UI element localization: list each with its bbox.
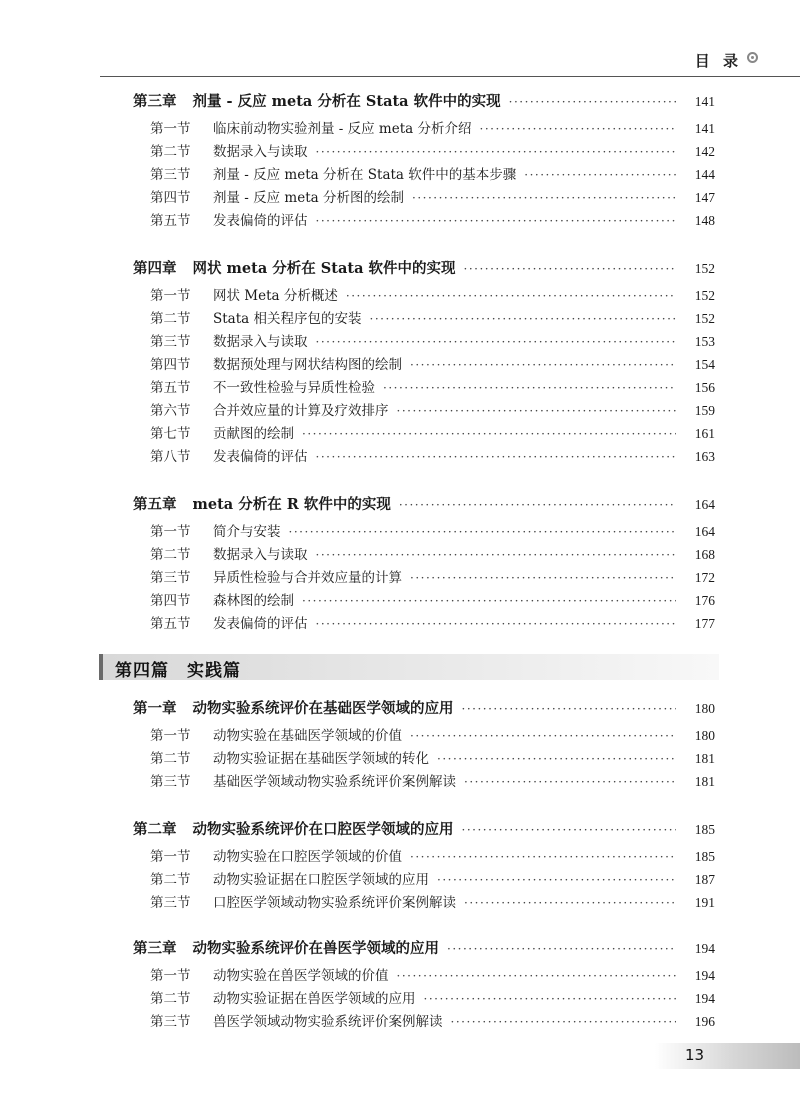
toc-section-entry[interactable] — [150, 401, 714, 421]
toc-section-entry[interactable] — [150, 568, 714, 588]
entry-page-number: 164 — [694, 524, 715, 539]
toc-section-entry[interactable] — [150, 165, 714, 185]
dot-leader — [289, 522, 677, 542]
dot-leader — [316, 614, 677, 634]
entry-page-number: 144 — [694, 167, 715, 182]
section-title: 基础医学领域动物实验系统评价案例解读 — [213, 774, 456, 790]
toc-section-entry[interactable] — [150, 119, 714, 139]
dot-leader — [464, 772, 676, 792]
dot-leader — [410, 568, 676, 588]
toc-chapter-entry[interactable] — [133, 259, 714, 279]
section-number: 第四节 — [150, 357, 191, 373]
section-number: 第一节 — [150, 121, 191, 137]
chapter-title: 剂量 - 反应 meta 分析在 Stata 软件中的实现 — [192, 93, 501, 110]
section-title: 动物实验在基础医学领域的价值 — [213, 728, 402, 744]
section-number: 第二节 — [150, 751, 191, 767]
dot-leader — [480, 119, 677, 139]
entry-page-number: 141 — [694, 94, 715, 109]
toc-section-entry[interactable] — [150, 893, 714, 913]
toc-chapter-entry[interactable] — [133, 939, 714, 959]
section-number: 第五节 — [150, 380, 191, 396]
entry-page-number: 161 — [694, 426, 715, 441]
dot-leader — [316, 332, 677, 352]
dot-leader — [316, 545, 677, 565]
section-title: 数据录入与读取 — [213, 144, 308, 160]
dot-leader — [437, 749, 676, 769]
toc-section-entry[interactable] — [150, 749, 714, 769]
section-number: 第一节 — [150, 524, 191, 540]
section-title: 口腔医学领域动物实验系统评价案例解读 — [213, 895, 456, 911]
dot-leader — [437, 870, 676, 890]
section-number: 第一节 — [150, 849, 191, 865]
section-title: 不一致性检验与异质性检验 — [213, 380, 375, 396]
section-title: 发表偏倚的评估 — [213, 616, 308, 632]
section-title: Stata 相关程序包的安装 — [213, 311, 362, 327]
section-title: 动物实验在口腔医学领域的价值 — [213, 849, 402, 865]
dot-leader — [316, 142, 677, 162]
entry-page-number: 185 — [694, 849, 715, 864]
section-number: 第二节 — [150, 547, 191, 563]
section-number: 第二节 — [150, 991, 191, 1007]
dot-leader — [399, 495, 676, 515]
section-number: 第三节 — [150, 570, 191, 586]
entry-page-number: 152 — [694, 311, 715, 326]
section-number: 第一节 — [150, 288, 191, 304]
toc-section-entry[interactable] — [150, 591, 714, 611]
toc-section-entry[interactable] — [150, 772, 714, 792]
toc-section-entry[interactable] — [150, 870, 714, 890]
dot-leader — [397, 966, 677, 986]
chapter-title: 动物实验系统评价在兽医学领域的应用 — [192, 940, 439, 957]
section-title: 临床前动物实验剂量 - 反应 meta 分析介绍 — [213, 121, 472, 137]
toc-section-entry[interactable] — [150, 188, 714, 208]
section-title: 发表偏倚的评估 — [213, 213, 308, 229]
section-title: 数据预处理与网状结构图的绘制 — [213, 357, 402, 373]
toc-section-entry[interactable] — [150, 142, 714, 162]
footer-page-tab — [655, 1043, 800, 1069]
toc-chapter-entry[interactable] — [133, 495, 714, 515]
toc-section-entry[interactable] — [150, 378, 714, 398]
running-header-title: 目 录 — [694, 52, 742, 70]
dot-leader — [410, 355, 676, 375]
page-number: 13 — [685, 1046, 705, 1064]
entry-page-number: 181 — [694, 774, 715, 789]
section-title: 动物实验证据在口腔医学领域的应用 — [213, 872, 429, 888]
toc-chapter-entry[interactable] — [133, 92, 714, 112]
toc-chapter-entry[interactable] — [133, 699, 714, 719]
entry-page-number: 194 — [694, 968, 715, 983]
section-number: 第六节 — [150, 403, 191, 419]
toc-section-entry[interactable] — [150, 522, 714, 542]
section-number: 第一节 — [150, 728, 191, 744]
chapter-title: meta 分析在 R 软件中的实现 — [192, 496, 391, 513]
entry-page-number: 163 — [694, 449, 715, 464]
section-title: 发表偏倚的评估 — [213, 449, 308, 465]
dot-leader — [370, 309, 677, 329]
dot-leader — [412, 188, 676, 208]
section-number: 第三节 — [150, 774, 191, 790]
dot-leader — [346, 286, 676, 306]
dot-leader — [464, 259, 676, 279]
chapter-title: 动物实验系统评价在基础医学领域的应用 — [192, 700, 454, 717]
dot-leader — [509, 92, 676, 112]
part-title: 第四篇 实践篇 — [115, 661, 241, 681]
section-title: 数据录入与读取 — [213, 334, 308, 350]
section-title: 贡献图的绘制 — [213, 426, 294, 442]
section-title: 剂量 - 反应 meta 分析图的绘制 — [213, 190, 404, 206]
toc-section-entry[interactable] — [150, 726, 714, 746]
toc-section-entry[interactable] — [150, 332, 714, 352]
entry-page-number: 154 — [694, 357, 715, 372]
dot-leader — [464, 893, 676, 913]
section-title: 动物实验证据在基础医学领域的转化 — [213, 751, 429, 767]
part-heading — [99, 654, 719, 680]
toc-section-entry[interactable] — [150, 424, 714, 444]
chapter-title: 网状 meta 分析在 Stata 软件中的实现 — [192, 260, 456, 277]
dot-leader — [383, 378, 676, 398]
section-title: 动物实验在兽医学领域的价值 — [213, 968, 389, 984]
section-title: 兽医学领域动物实验系统评价案例解读 — [213, 1014, 443, 1030]
section-number: 第四节 — [150, 593, 191, 609]
entry-page-number: 196 — [694, 1014, 715, 1029]
chapter-title: 动物实验系统评价在口腔医学领域的应用 — [192, 821, 454, 838]
section-number: 第二节 — [150, 144, 191, 160]
section-number: 第二节 — [150, 311, 191, 327]
toc-section-entry[interactable] — [150, 966, 714, 986]
entry-page-number: 180 — [694, 701, 715, 716]
toc-section-entry[interactable] — [150, 355, 714, 375]
section-title: 森林图的绘制 — [213, 593, 294, 609]
section-title: 异质性检验与合并效应量的计算 — [213, 570, 402, 586]
entry-page-number: 159 — [694, 403, 715, 418]
toc-section-entry[interactable] — [150, 989, 714, 1009]
entry-page-number: 153 — [694, 334, 715, 349]
dot-leader — [316, 447, 677, 467]
entry-page-number: 177 — [694, 616, 715, 631]
section-number: 第八节 — [150, 449, 191, 465]
toc-section-entry[interactable] — [150, 211, 714, 231]
entry-page-number: 172 — [694, 570, 715, 585]
section-number: 第五节 — [150, 213, 191, 229]
header-divider — [100, 76, 800, 77]
entry-page-number: 191 — [694, 895, 715, 910]
dot-leader — [410, 726, 676, 746]
entry-page-number: 147 — [694, 190, 715, 205]
section-number: 第三节 — [150, 895, 191, 911]
circle-ornament-icon — [747, 52, 758, 63]
dot-leader — [316, 211, 677, 231]
dot-leader — [410, 847, 676, 867]
section-number: 第五节 — [150, 616, 191, 632]
dot-leader — [424, 989, 677, 1009]
dot-leader — [451, 1012, 677, 1032]
dot-leader — [524, 165, 676, 185]
toc-chapter-entry[interactable] — [133, 820, 714, 840]
section-number: 第四节 — [150, 190, 191, 206]
section-number: 第一节 — [150, 968, 191, 984]
entry-page-number: 194 — [694, 991, 715, 1006]
section-number: 第三节 — [150, 1014, 191, 1030]
section-title: 剂量 - 反应 meta 分析在 Stata 软件中的基本步骤 — [213, 167, 517, 183]
toc-section-entry[interactable] — [150, 286, 714, 306]
entry-page-number: 168 — [694, 547, 715, 562]
entry-page-number: 152 — [694, 288, 715, 303]
chapter-number: 第四章 — [133, 260, 177, 277]
toc-section-entry[interactable] — [150, 309, 714, 329]
entry-page-number: 141 — [694, 121, 715, 136]
dot-leader — [447, 939, 676, 959]
entry-page-number: 181 — [694, 751, 715, 766]
dot-leader — [397, 401, 677, 421]
chapter-number: 第一章 — [133, 700, 177, 717]
entry-page-number: 176 — [694, 593, 715, 608]
chapter-number: 第五章 — [133, 496, 177, 513]
dot-leader — [302, 591, 676, 611]
toc-section-entry[interactable] — [150, 1012, 714, 1032]
entry-page-number: 164 — [694, 497, 715, 512]
section-number: 第三节 — [150, 167, 191, 183]
section-number: 第三节 — [150, 334, 191, 350]
entry-page-number: 142 — [694, 144, 715, 159]
section-title: 网状 Meta 分析概述 — [213, 288, 338, 304]
entry-page-number: 185 — [694, 822, 715, 837]
section-title: 动物实验证据在兽医学领域的应用 — [213, 991, 416, 1007]
entry-page-number: 194 — [694, 941, 715, 956]
toc-section-entry[interactable] — [150, 847, 714, 867]
chapter-number: 第二章 — [133, 821, 177, 838]
section-number: 第七节 — [150, 426, 191, 442]
section-title: 数据录入与读取 — [213, 547, 308, 563]
toc-section-entry[interactable] — [150, 447, 714, 467]
entry-page-number: 156 — [694, 380, 715, 395]
dot-leader — [462, 699, 677, 719]
section-title: 合并效应量的计算及疗效排序 — [213, 403, 389, 419]
toc-section-entry[interactable] — [150, 545, 714, 565]
dot-leader — [302, 424, 676, 444]
entry-page-number: 180 — [694, 728, 715, 743]
section-number: 第二节 — [150, 872, 191, 888]
toc-section-entry[interactable] — [150, 614, 714, 634]
chapter-number: 第三章 — [133, 940, 177, 957]
dot-leader — [462, 820, 677, 840]
chapter-number: 第三章 — [133, 93, 177, 110]
entry-page-number: 148 — [694, 213, 715, 228]
entry-page-number: 152 — [694, 261, 715, 276]
entry-page-number: 187 — [694, 872, 715, 887]
section-title: 简介与安装 — [213, 524, 281, 540]
